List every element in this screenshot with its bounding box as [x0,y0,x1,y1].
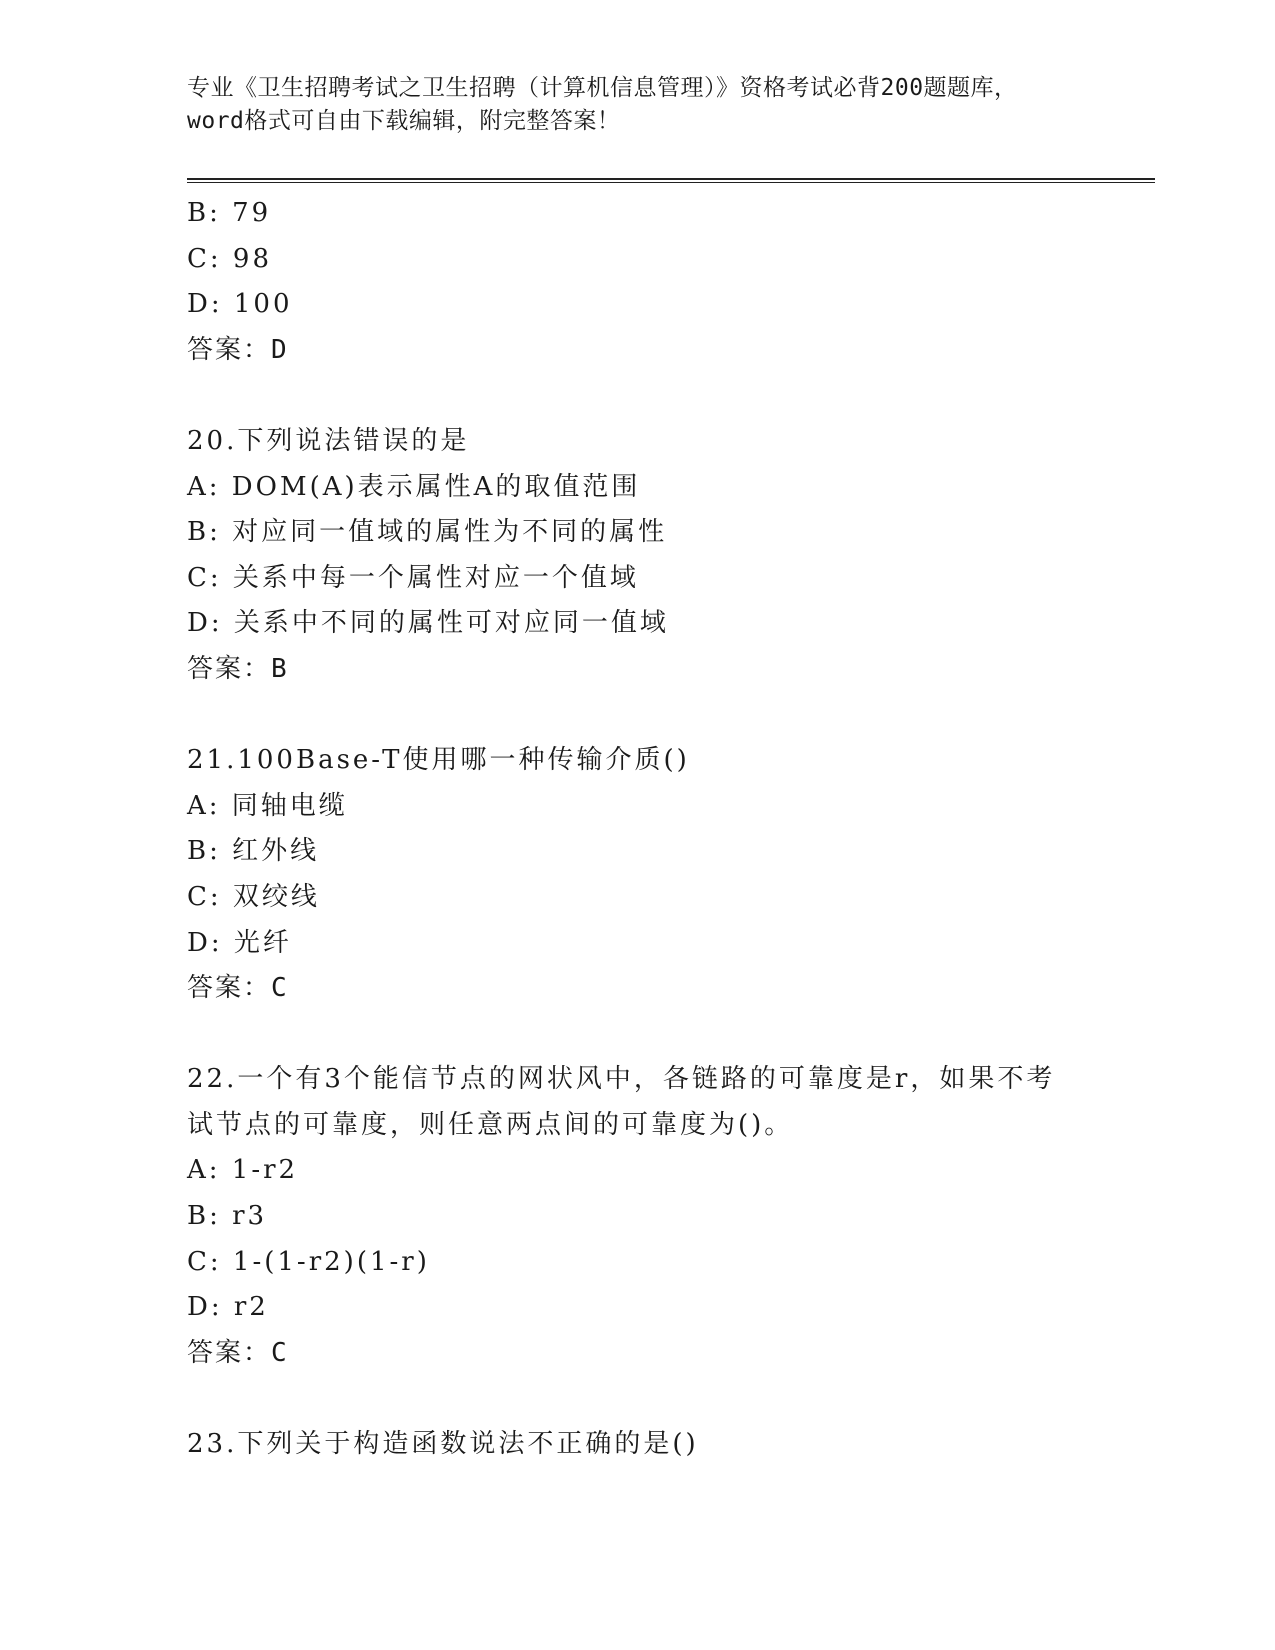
option-d: D: 关系中不同的属性可对应同一值域 [187,608,669,639]
option-d: D: 100 [187,289,293,320]
question-20 [187,419,1087,693]
option-c: C: 1-(1-r2)(1-r) [187,1246,430,1277]
option-a: A: 同轴电缆 [187,790,348,821]
answer: 答案：D [187,334,289,365]
option-b: B: r3 [187,1201,268,1232]
answer: 答案：C [187,1337,289,1368]
option-a: A: 1-r2 [187,1155,299,1186]
option-c: C: 关系中每一个属性对应一个值域 [187,562,639,593]
header-divider [187,178,1155,183]
spacer [187,373,1087,419]
option-b: B: 79 [187,198,272,228]
answer: 答案：B [187,653,289,684]
header-line-2: word格式可自由下载编辑，附完整答案！ [187,108,621,134]
header-line-1: 专业《卫生招聘考试之卫生招聘（计算机信息管理）》资格考试必背200题题库， [187,75,1018,101]
option-b: B: 对应同一值域的属性为不同的属性 [187,517,668,548]
option-d: D: 光纤 [187,927,292,958]
spacer [187,1376,1087,1422]
question-21 [187,738,1087,1012]
option-b: B: 红外线 [187,836,320,867]
question-text: 23.下列关于构造函数说法不正确的是() [187,1429,699,1460]
question-text: 21.100Base-T使用哪一种传输介质() [187,745,690,776]
option-a: A: DOM(A)表示属性A的取值范围 [187,471,641,502]
question-list [187,191,1087,1468]
spacer [187,1012,1087,1058]
option-c: C: 98 [187,243,273,274]
option-c: C: 双绞线 [187,881,320,912]
question-text-line-1: 22.一个有3个能信节点的网状风中，各链路的可靠度是r，如果不考 [187,1064,1056,1095]
question-19-tail [187,191,1087,373]
option-d: D: r2 [187,1292,269,1323]
question-text-line-2: 试节点的可靠度，则任意两点间的可靠度为()。 [187,1109,794,1140]
answer: 答案：C [187,973,289,1004]
question-text: 20.下列说法错误的是 [187,425,470,456]
spacer [187,693,1087,739]
document-header [187,72,1087,138]
question-23 [187,1422,1087,1468]
question-22 [187,1057,1087,1376]
